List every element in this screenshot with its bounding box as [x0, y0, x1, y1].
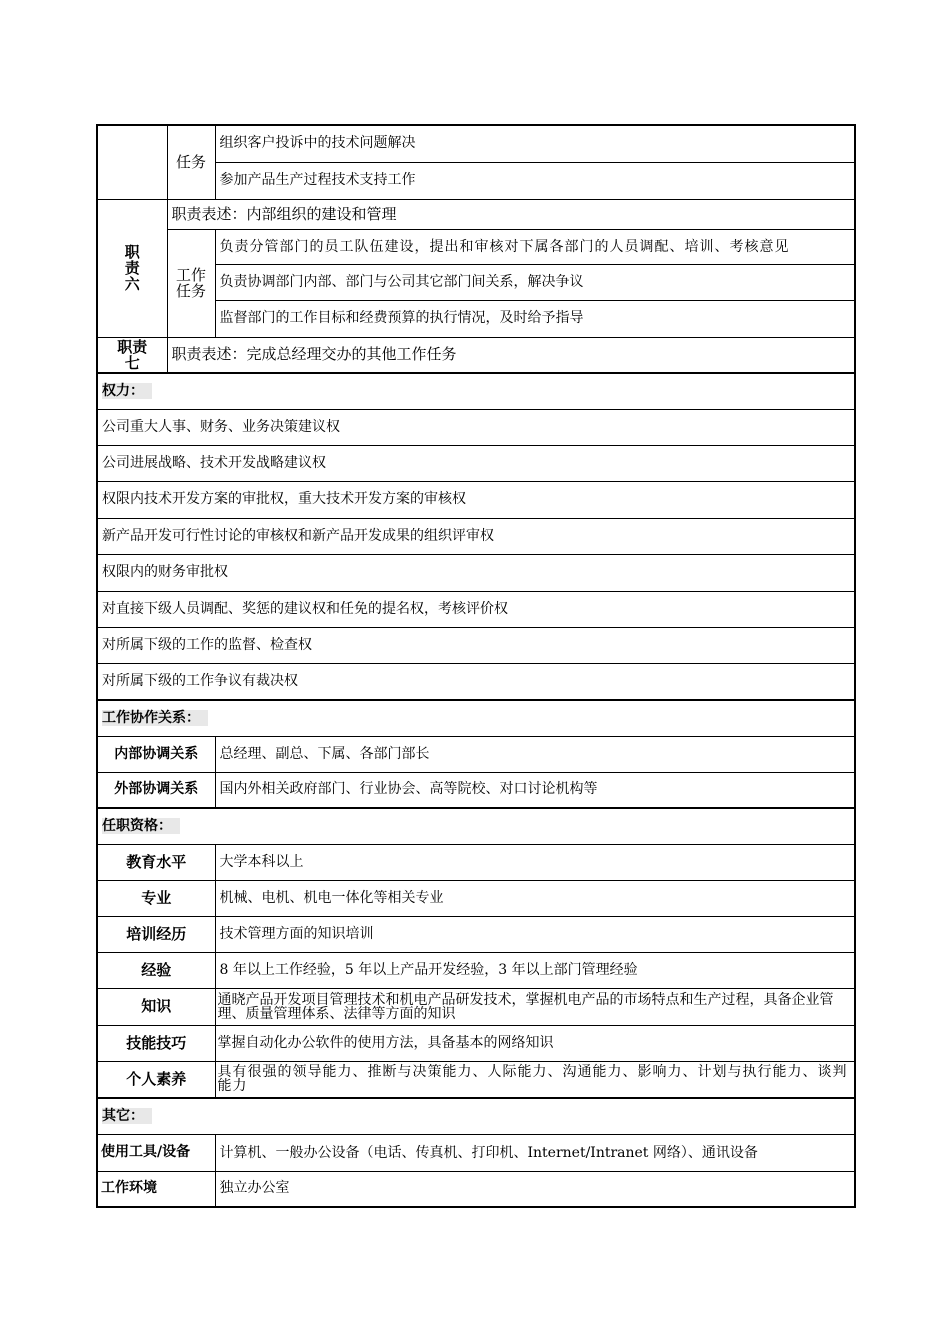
qualification-value: 具有很强的领导能力、推断与决策能力、人际能力、沟通能力、影响力、计划与执行能力、谈判能力	[215, 1061, 855, 1098]
qualification-value: 技术管理方面的知识培训	[215, 916, 855, 952]
authority-row	[97, 554, 855, 591]
authority-row	[97, 663, 855, 700]
qualification-row	[97, 988, 855, 1025]
other-row	[97, 1171, 855, 1207]
authority-heading-row	[97, 373, 855, 409]
task-item: 负责协调部门内部、部门与公司其它部门间关系，解决争议	[215, 264, 855, 300]
duty7-description: 职责表述：完成总经理交办的其他工作任务	[167, 337, 855, 373]
duty6-task-label-cell	[167, 229, 215, 337]
cooperation-heading-row	[97, 700, 855, 736]
task-item: 参加产品生产过程技术支持工作	[215, 162, 855, 199]
job-description-sheet	[96, 124, 854, 1208]
duty6-task-row	[97, 229, 855, 264]
cooperation-label: 外部协调关系	[97, 772, 215, 808]
qualification-label: 教育水平	[97, 844, 215, 880]
task-item: 负责分管部门的员工队伍建设，提出和审核对下属各部门的人员调配、培训、考核意见	[215, 229, 855, 264]
authority-item: 对所属下级的工作的监督、检查权	[97, 627, 855, 663]
qualification-label: 经验	[97, 952, 215, 988]
authority-row	[97, 627, 855, 663]
qualification-heading	[97, 808, 855, 844]
duty6-label	[97, 199, 167, 337]
qualification-value: 机械、电机、机电一体化等相关专业	[215, 880, 855, 916]
qualification-label: 技能技巧	[97, 1025, 215, 1061]
qualification-row	[97, 916, 855, 952]
authority-item: 权限内技术开发方案的审批权，重大技术开发方案的审核权	[97, 481, 855, 518]
qualification-heading-row	[97, 808, 855, 844]
other-label: 工作环境	[97, 1171, 215, 1207]
qualification-value: 大学本科以上	[215, 844, 855, 880]
qualification-value: 通晓产品开发项目管理技术和机电产品研发技术，掌握机电产品的市场特点和生产过程，具备企业管理、质量管理体系、法律等方面的知识	[215, 988, 855, 1025]
cooperation-value: 国内外相关政府部门、行业协会、高等院校、对口讨论机构等	[215, 772, 855, 808]
other-heading	[97, 1098, 855, 1134]
authority-row	[97, 591, 855, 627]
cooperation-heading	[97, 700, 855, 736]
other-value: 计算机、一般办公设备（电话、传真机、打印机、Internet/Intranet 网络）、通讯设备	[215, 1134, 855, 1171]
qualification-label: 专业	[97, 880, 215, 916]
task-item: 组织客户投诉中的技术问题解决	[215, 125, 855, 162]
job-description-table	[96, 124, 856, 1208]
qualification-heading-text: 任职资格：	[102, 818, 180, 834]
duty6-task-label: 工作任务	[175, 266, 206, 300]
duty7-row	[97, 337, 855, 373]
duty6-description: 职责表述：内部组织的建设和管理	[167, 199, 855, 229]
task-label: 任务	[167, 125, 215, 199]
duty-task-row	[97, 125, 855, 162]
duty6-label-text: 职责六	[124, 243, 140, 293]
qualification-label: 知识	[97, 988, 215, 1025]
qualification-label: 个人素养	[97, 1061, 215, 1098]
duty6-desc-row	[97, 199, 855, 229]
duty7-label-cell	[97, 337, 167, 373]
duty-continued-cell	[97, 125, 167, 199]
qualification-row	[97, 1025, 855, 1061]
qualification-row	[97, 952, 855, 988]
other-value: 独立办公室	[215, 1171, 855, 1207]
authority-heading	[97, 373, 855, 409]
cooperation-label: 内部协调关系	[97, 736, 215, 772]
authority-item: 公司重大人事、财务、业务决策建议权	[97, 409, 855, 445]
cooperation-row	[97, 772, 855, 808]
other-heading-text: 其它：	[102, 1108, 152, 1124]
authority-row	[97, 481, 855, 518]
authority-item: 公司进展战略、技术开发战略建议权	[97, 445, 855, 481]
cooperation-value: 总经理、副总、下属、各部门部长	[215, 736, 855, 772]
authority-row	[97, 409, 855, 445]
authority-item: 新产品开发可行性讨论的审核权和新产品开发成果的组织评审权	[97, 518, 855, 554]
authority-item: 对所属下级的工作争议有裁决权	[97, 663, 855, 700]
qualification-row	[97, 844, 855, 880]
cooperation-heading-text: 工作协作关系：	[102, 710, 208, 726]
qualification-label: 培训经历	[97, 916, 215, 952]
authority-row	[97, 445, 855, 481]
other-label: 使用工具/设备	[97, 1134, 215, 1171]
qualification-row	[97, 1061, 855, 1098]
authority-item: 权限内的财务审批权	[97, 554, 855, 591]
authority-item: 对直接下级人员调配、奖惩的建议权和任免的提名权，考核评价权	[97, 591, 855, 627]
task-item: 监督部门的工作目标和经费预算的执行情况，及时给予指导	[215, 300, 855, 337]
authority-row	[97, 518, 855, 554]
authority-heading-text: 权力：	[102, 383, 152, 399]
duty7-label: 职责七	[117, 337, 148, 372]
qualification-row	[97, 880, 855, 916]
qualification-value: 8 年以上工作经验，5 年以上产品开发经验，3 年以上部门管理经验	[215, 952, 855, 988]
other-heading-row	[97, 1098, 855, 1134]
qualification-value: 掌握自动化办公软件的使用方法，具备基本的网络知识	[215, 1025, 855, 1061]
other-row	[97, 1134, 855, 1171]
cooperation-row	[97, 736, 855, 772]
